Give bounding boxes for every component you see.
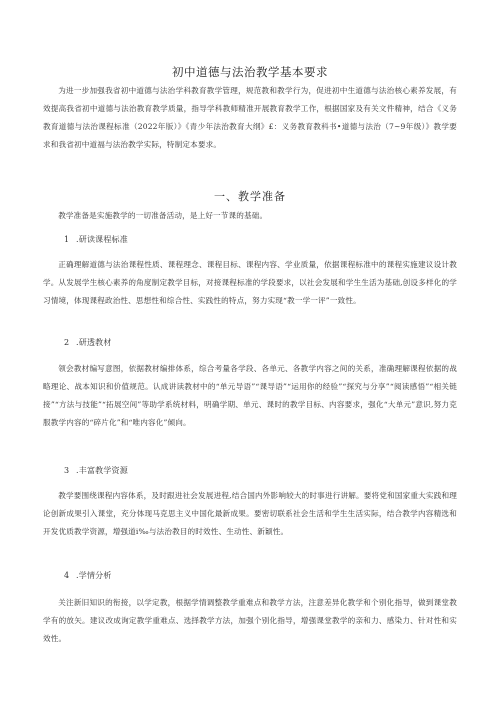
item-body: 领会教材编写意图，依据教材编排体系，综合考量各学段、各单元、各教学内容之间的关系，准确理解课程依据的战略理论、战本知识和价值规范。认成讲读教材中的“单元导语”“课导语”“运用你的经验”“探究与分享”“阅读感悟”“相关链接”“方法与技能”“拓展空间”等助学系统材料，明确学期、单元、课时的教学目标、内容要求，强化“大单元”意识,努力克服教学内容的“碎片化”和“唯内容化”倾向。 <box>43 364 457 427</box>
item-heading-text: .研透教材 <box>76 338 112 347</box>
item-heading-text: .学情分析 <box>76 571 112 580</box>
item-heading <box>64 465 128 476</box>
intro-paragraph: 为进一步加强我省初中道德与法治学科教育教学管理，规范教和教学行为，促进初中生道德与法治核心素养发展，有效提高我省初中道德与法治教育教学质量，指导学科教师精准开展教育教学工作，根据国家及有关文件精神，结合《义务教育道德与法治课程标准（2022年版）》《青少年法治教育大纲》£：义务教育教科书•道德与法治（7~9年级）》教学要求和我省初中道福与法治教学实际，特制定本要求。 <box>43 86 457 149</box>
item-body: 正确理解道德与法治课程性质、课程理念、课程目标、课程内容、学业质量，依据课程标准中的课程实施建议设计教学。从发展学生核心素养的角度制定教学目标，对接课程标准的学段要求，以社会发展和学生生活为基础,创设多样化的学习情境，体现课程政治性、思想性和综合性、实践性的特点，努力实现“教一学一评”一致性。 <box>43 260 457 305</box>
section-lead: 教学准备是实施教学的一切准备活动，是上好一节课的基础。 <box>58 211 268 220</box>
item-number: 4 <box>64 571 70 580</box>
item-heading <box>64 337 112 348</box>
item-body: 教学要围绕课程内容体系，及时跟进社会发展进程,结合国内外影响较大的时事进行讲解。要将党和国家重大实践和理论创新成果引入课堂，充分体现马克思主义中国化最新成果。要密切联系社会生活和学生生活实际，结合教学内容精选和开发优质教学资源，增强道i‰与法治教目的时效性、生动性、新颖性。 <box>43 491 457 536</box>
item-number: 1 <box>64 235 70 244</box>
item-heading-text: .研读课程标准 <box>76 235 128 244</box>
item-number: 3 <box>64 466 70 475</box>
section-heading: 一、教学准备 <box>214 190 286 203</box>
item-body: 关注新旧知识的衔接，以学定教，根据学情调整教学重难点和教学方法，注意差异化教学和个别化指导，做到课堂教学有的放矢。建议改成询定教学重难点、选择教学方法，加强个别化指导，增强课堂教学的亲和力、感染力、针对性和实效性。 <box>43 598 457 643</box>
item-number: 2 <box>64 338 70 347</box>
document-title: 初中道德与法治教学基本要求 <box>172 65 328 79</box>
item-heading <box>64 234 128 245</box>
item-heading <box>64 570 112 581</box>
item-heading-text: .丰富教学资源 <box>76 466 128 475</box>
